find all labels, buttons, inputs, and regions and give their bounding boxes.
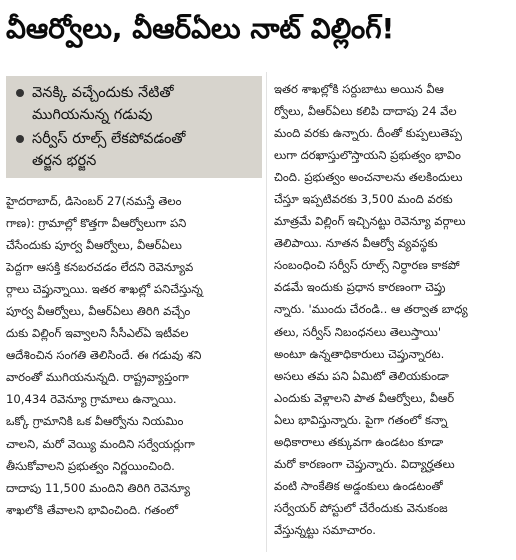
text-line: అసలు తమ పని ఏమిటో తెలియకుండా <box>274 368 449 383</box>
highlight-line: ముగియనున్న గడువు <box>32 107 153 123</box>
text-line: ఆదేశించిన సంగతి తెలిసిందే. ఈ గడువు శని <box>6 348 202 363</box>
text-line: అంటూ ఉన్నతాధికారులు చెప్తున్నారట. <box>274 346 445 361</box>
highlight-line: వెనక్కి వచ్చేందుకు నేటితో <box>32 85 174 101</box>
text-line: వడమే ఇందుకు ప్రధాన కారణంగా చెప్తు <box>274 280 446 295</box>
column-divider <box>266 72 267 552</box>
text-line: చాలని, మరో వెయ్యి మందిని సర్వేయర్లుగా <box>6 436 195 451</box>
text-line: తెలిపాయి. నూతన వీఆర్వో వ్యవస్థకు <box>274 236 438 251</box>
text-line: ర్వోలు, వీఆర్‌ఏలు కలిపి దాదాపు 24 వేల <box>274 104 457 119</box>
bullet-icon <box>16 135 24 143</box>
text-line: 10,434 రెవెన్యూ గ్రామాలు ఉన్నాయి. <box>6 392 177 407</box>
text-line: ర్గాలు చెప్తున్నాయి. ఇతర శాఖల్లో పనిచేస్తున్న <box>6 282 203 297</box>
text-line: శాఖలోకి తేవాలని భావించింది. గతంలో <box>6 502 179 517</box>
text-line: దాదాపు 11,500 మందిని తిరిగి రెవెన్యూ <box>6 480 191 495</box>
text-line: ఏలు భావిస్తున్నారు. పైగా గతంలో కన్నా <box>274 412 448 427</box>
text-line: వంటి సాంకేతిక అడ్డంకులు ఉండటంతో <box>274 478 443 493</box>
highlights-box <box>6 76 262 178</box>
text-line: వారంతో ముగియనున్నది. రాష్ట్రవ్యాప్తంగా <box>6 370 189 385</box>
text-line: చేస్తూ ఇప్పటివరకు 3,500 మంది వరకు <box>274 192 453 207</box>
text-line: వేస్తున్నట్టు సమాచారం. <box>274 522 376 537</box>
article-left-column <box>6 190 260 521</box>
text-line: న్నారు. 'ముందు చేరండి.. ఆ తర్వాత బాధ్య <box>274 302 468 317</box>
text-line: చేసేందుకు పూర్వ వీఆర్వోలు, వీఆర్‌ఏలు <box>6 238 182 253</box>
text-line: పూర్వ వీఆర్వోలు, వీఆర్‌ఏలు తిరిగి వచ్చేం <box>6 304 191 319</box>
text-line: సంబంధించి సర్వీస్ రూల్స్ నిర్ధారణ కాకపో <box>274 258 460 273</box>
text-line: ఒక్కో గ్రామానికి ఒక వీఆర్వోను నియమిం <box>6 414 184 429</box>
highlight-line: తర్జన భర్జన <box>32 153 97 169</box>
text-line: మరో కారణంగా చెప్తున్నారు. విద్యార్హతలు <box>274 456 455 471</box>
text-line: తీసుకోవాలని ప్రభుత్వం నిర్ణయించింది. <box>6 458 175 473</box>
highlight-item <box>14 82 254 126</box>
text-line: దుకు విల్లింగ్ ఇవ్వాలని సీసీఎల్‌ఏ ఇటీవల <box>6 326 189 341</box>
text-line: హైదరాబాద్, డిసెంబర్ 27(నమస్తే తెలం <box>6 194 182 208</box>
text-line: లుగా దరఖాస్తులొస్తాయని ప్రభుత్వం భావిం <box>274 148 461 163</box>
article-right-column <box>274 78 512 541</box>
text-line: ఎందుకు వెళ్లాలని పాత వీఆర్వోలు, వీఆర్ <box>274 390 455 405</box>
text-line: ఇతర శాఖల్లోకి సర్దుబాటు అయిన వీఆ <box>274 82 444 96</box>
highlight-line: సర్వీస్ రూల్స్ లేకపోవడంతో <box>32 131 186 147</box>
text-line: పెద్దగా ఆసక్తి కనబరచడం లేదని రెవెన్యూవ <box>6 260 194 275</box>
text-line: అధికారాలు తక్కువగా ఉండటం కూడా <box>274 434 444 449</box>
text-line: గాణ): గ్రామాల్లో కొత్తగా వీఆర్వోలుగా పని <box>6 216 187 231</box>
text-line: మాత్రమే విల్లింగ్ ఇచ్చినట్టు రెవెన్యూ వర్గాలు <box>274 214 466 229</box>
article-headline: వీఆర్వోలు, వీఆర్‌ఏలు నాట్ విల్లింగ్! <box>6 12 395 45</box>
bullet-icon <box>16 89 24 97</box>
text-line: మంది వరకు ఉన్నారు. దీంతో కుప్పలుతెప్ప <box>274 126 462 141</box>
text-line: తలు, సర్వీస్ నిబంధనలు తెలుస్తాయి' <box>274 324 442 339</box>
highlight-item <box>14 128 254 172</box>
text-line: చింది. ప్రభుత్వం అంచనాలను తలకిందులు <box>274 170 463 185</box>
text-line: సర్వేయర్ పోస్టులో చేరేందుకు వెనుకంజ <box>274 500 448 515</box>
